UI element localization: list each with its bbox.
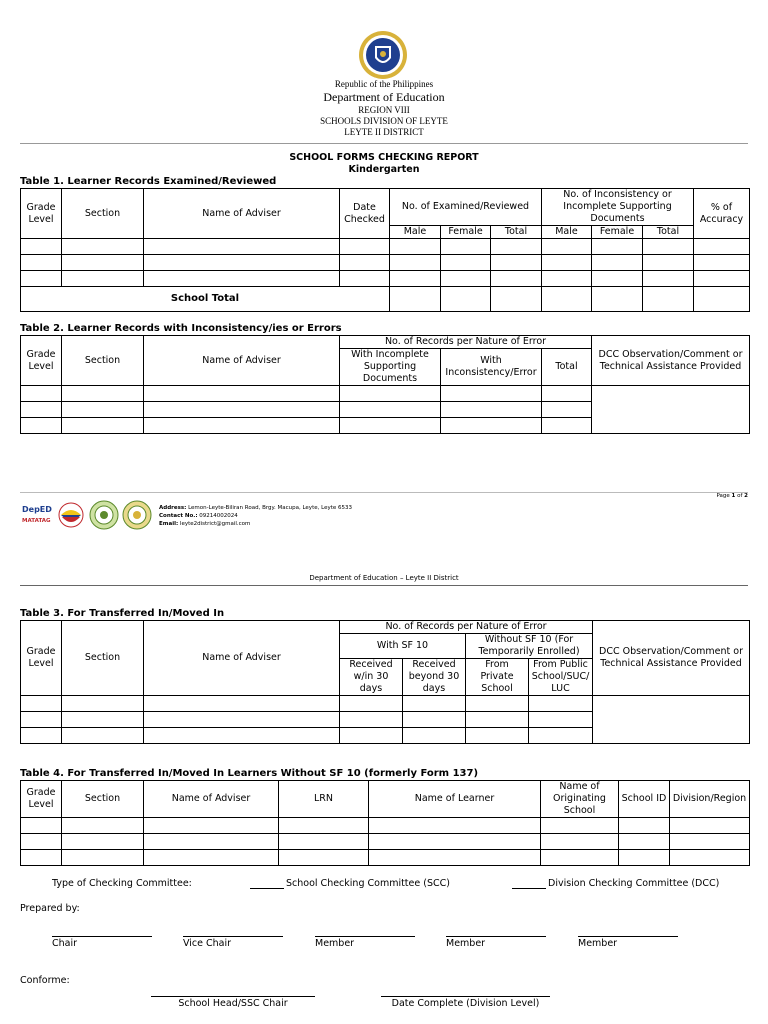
table-row — [21, 818, 750, 834]
country-name: Republic of the Philippines — [334, 79, 434, 89]
t3-header-public: From Public School/SUC/ LUC — [529, 659, 593, 696]
table3-title: Table 3. For Transferred In/Moved In — [20, 608, 225, 619]
page-prefix: Page — [716, 493, 730, 499]
page-current: 1 — [731, 493, 736, 499]
table-row — [21, 850, 750, 866]
deped-logo-text: DepED — [22, 505, 52, 514]
member3-signature-line[interactable] — [578, 936, 678, 937]
t2-header-adviser: Name of Adviser — [144, 336, 340, 386]
chair-label: Chair — [52, 938, 78, 949]
scc-checkbox-line[interactable] — [250, 888, 284, 889]
school-head-label: School Head/SSC Chair — [178, 998, 288, 1009]
date-complete-line[interactable] — [381, 996, 550, 997]
table-row — [21, 696, 750, 712]
dcc-option: Division Checking Committee (DCC) — [548, 878, 720, 889]
t3-header-section: Section — [62, 621, 144, 696]
table-row — [21, 271, 750, 287]
district-name: LEYTE II DISTRICT — [344, 127, 424, 137]
report-subtitle: Kindergarten — [348, 164, 420, 175]
t4-header-origin: Name of Originating School — [541, 781, 619, 818]
t1-header-accuracy: % of Accuracy — [694, 189, 750, 239]
t2-header-incomplete: With Incomplete Supporting Documents — [340, 349, 441, 386]
page-total: 2 — [744, 493, 748, 499]
t3-header-dcc: DCC Observation/Comment or Technical Assistance Provided — [593, 621, 750, 696]
school-total-row — [21, 287, 750, 312]
school-total-label: School Total — [21, 287, 390, 312]
table-row — [21, 834, 750, 850]
table-row — [21, 239, 750, 255]
t3-header-without-sf10: Without SF 10 (For Temporarily Enrolled) — [466, 634, 593, 659]
table3 — [20, 620, 750, 744]
member1-label: Member — [315, 938, 355, 949]
t2-header-total: Total — [542, 349, 592, 386]
page2-header-divider — [20, 585, 748, 586]
page-number — [716, 493, 748, 499]
chair-signature-line[interactable] — [52, 936, 152, 937]
t2-header-inconsistency: With Inconsistency/Error — [441, 349, 542, 386]
contact-text: 09214002024 — [199, 513, 238, 519]
table4 — [20, 780, 750, 866]
t3-header-nature: No. of Records per Nature of Error — [340, 621, 593, 634]
committee-label: Type of Checking Committee: — [52, 878, 192, 889]
t1-header-date: Date Checked — [340, 189, 390, 239]
t1-header-grade: Grade Level — [21, 189, 62, 239]
table4-title: Table 4. For Transferred In/Moved In Learners Without SF 10 (formerly Form 137) — [20, 768, 479, 779]
bagong-pilipinas-logo — [56, 502, 86, 530]
leyte-district-seal-icon — [89, 500, 119, 530]
t1-header-female: Female — [441, 226, 491, 239]
t3-header-adviser: Name of Adviser — [144, 621, 340, 696]
t2-header-dcc: DCC Observation/Comment or Technical Assistance Provided — [592, 336, 750, 386]
table2 — [20, 335, 750, 434]
t3-header-within30: Received w/in 30 days — [340, 659, 403, 696]
t1-header-adviser: Name of Adviser — [144, 189, 340, 239]
t1-header-total: Total — [643, 226, 694, 239]
prepared-by-label: Prepared by: — [20, 903, 80, 914]
member1-signature-line[interactable] — [315, 936, 415, 937]
t3-header-with-sf10: With SF 10 — [340, 634, 466, 659]
matatag-logo-text: MATATAG — [22, 518, 51, 524]
vice-chair-signature-line[interactable] — [183, 936, 283, 937]
dcc-checkbox-line[interactable] — [512, 888, 546, 889]
address-text: Lemon-Leyte-Biliran Road, Brgy. Macupa, Leyte, Leyte 6533 — [188, 505, 352, 511]
report-title: SCHOOL FORMS CHECKING REPORT — [289, 152, 479, 163]
t1-header-inconsistency: No. of Inconsistency or Incomplete Supporting Documents — [542, 189, 694, 226]
leyte-division-seal-icon — [122, 500, 152, 530]
division-name: SCHOOLS DIVISION OF LEYTE — [320, 116, 448, 126]
t2-header-nature: No. of Records per Nature of Error — [340, 336, 592, 349]
deped-seal-logo — [358, 30, 408, 80]
department-name: Department of Education — [323, 90, 445, 104]
school-head-signature-line[interactable] — [151, 996, 315, 997]
t3-header-beyond30: Received beyond 30 days — [403, 659, 466, 696]
vice-chair-label: Vice Chair — [183, 938, 232, 949]
date-complete-label: Date Complete (Division Level) — [391, 998, 540, 1009]
t4-header-school-id: School ID — [619, 781, 670, 818]
region-name: REGION VIII — [358, 105, 410, 115]
t3-header-grade: Grade Level — [21, 621, 62, 696]
page-of: of — [737, 493, 743, 499]
table2-title: Table 2. Learner Records with Inconsistency/ies or Errors — [20, 323, 342, 334]
footer-divider — [20, 492, 748, 493]
contact-block — [159, 504, 352, 528]
t1-header-examined: No. of Examined/Reviewed — [390, 189, 542, 226]
table1-title: Table 1. Learner Records Examined/Reviewed — [20, 176, 277, 187]
address-label: Address: — [159, 505, 187, 511]
t2-header-grade: Grade Level — [21, 336, 62, 386]
t4-header-section: Section — [62, 781, 144, 818]
t4-header-lrn: LRN — [279, 781, 369, 818]
scc-option: School Checking Committee (SCC) — [286, 878, 450, 889]
t1-header-total: Total — [491, 226, 542, 239]
member2-signature-line[interactable] — [446, 936, 546, 937]
email-label: Email: — [159, 521, 179, 527]
member2-label: Member — [446, 938, 486, 949]
t1-header-female: Female — [592, 226, 643, 239]
t1-header-male: Male — [390, 226, 441, 239]
contact-label: Contact No.: — [159, 513, 198, 519]
t2-header-section: Section — [62, 336, 144, 386]
member3-label: Member — [578, 938, 618, 949]
table1 — [20, 188, 750, 312]
t4-header-division: Division/Region — [670, 781, 750, 818]
table-row — [21, 386, 750, 402]
t1-header-male: Male — [542, 226, 592, 239]
page2-header: Department of Education – Leyte II District — [309, 574, 459, 582]
header-divider — [20, 143, 748, 144]
conforme-label: Conforme: — [20, 975, 70, 986]
t4-header-adviser: Name of Adviser — [144, 781, 279, 818]
t4-header-grade: Grade Level — [21, 781, 62, 818]
email-text: leyte2district@gmail.com — [179, 521, 251, 527]
table-row — [21, 255, 750, 271]
t1-header-section: Section — [62, 189, 144, 239]
t4-header-learner: Name of Learner — [369, 781, 541, 818]
t3-header-private: From Private School — [466, 659, 529, 696]
